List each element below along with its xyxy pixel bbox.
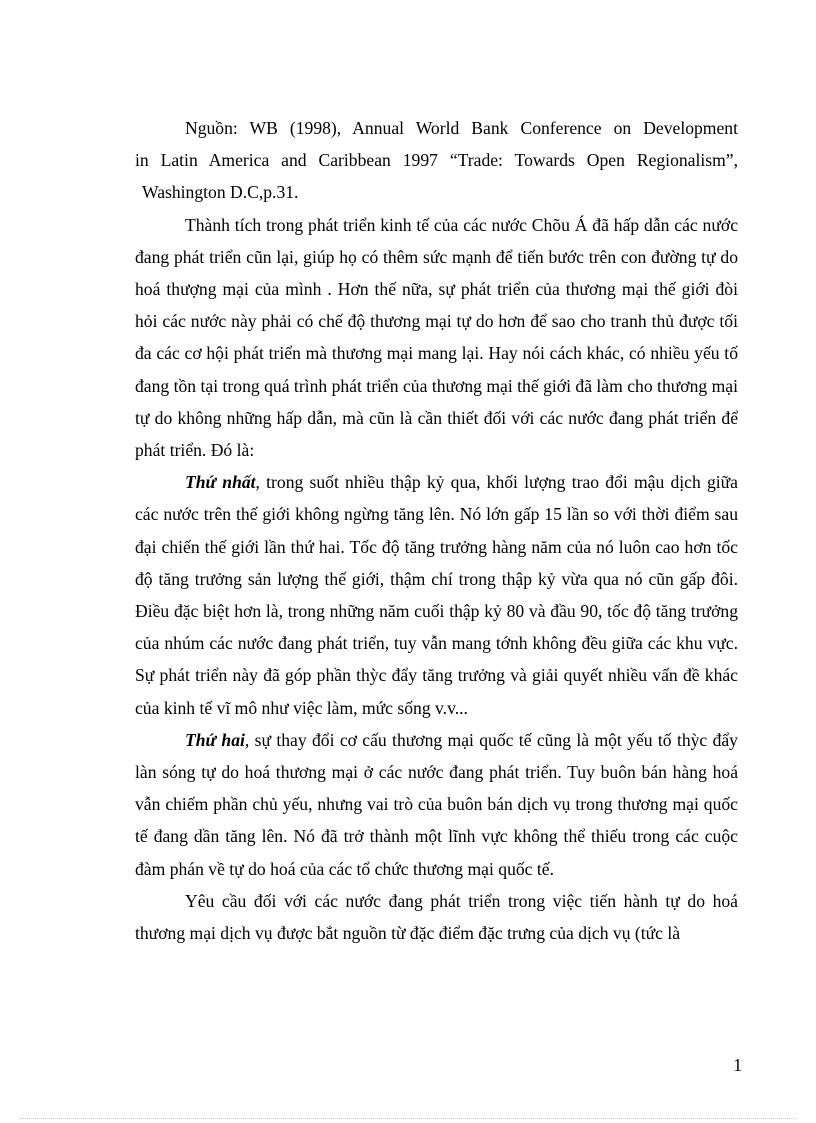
paragraph-first-factor [135,466,738,724]
paragraph-second-factor [135,724,738,885]
source-citation [135,112,738,209]
paragraph-intro [135,209,738,467]
paragraph-lead: Thứ nhất [185,472,256,493]
document-body [135,112,738,949]
source-line-2: in Latin America and Caribbean 1997 “Trade: Towards Open Regionalism”, [135,150,738,171]
page-number: 1 [733,1055,742,1075]
paragraph-text: Yêu cầu đối với các nước đang phát triển trong việc tiến hành tự do hoá thương mại dịch vụ được bắt nguồn từ đặc điểm đặc trưng của dịch vụ (tức là [135,890,738,944]
paragraph-text: , trong suốt nhiều thập kỷ qua, khối lượng trao đổi mậu dịch giữa các nước trên thế giới không ngừng tăng lên. Nó lớn gấp 15 lần so với thời điểm sau đại chiến thế giới lần thứ hai. Tốc độ tăng trưởng hàng năm của nó luôn cao hơn tốc độ tăng trưởng sản lượng thế giới, thậm chí trong thập kỷ vừa qua nó cũn gấp đôi. Điều đặc biệt hơn là, trong những năm cuối thập kỷ 80 và đầu 90, tốc độ tăng trưởng của nhúm các nước đang phát triển, tuy vẫn mang tớnh không đều giữa các khu vực. Sự phát triển này đã góp phần thỳc đẩy tăng trưởng và giải quyết nhiều vấn đề khác của kinh tế vĩ mô như việc làm, mức sống v.v... [135,472,738,718]
source-line-1: Nguồn: WB (1998), Annual World Bank Conference on Development [185,118,738,138]
paragraph-services [135,885,738,949]
source-line-3: Washington D.C,p.31. [142,182,299,203]
page-bottom-border [20,1118,796,1119]
paragraph-lead: Thứ hai [185,729,245,750]
paragraph-text: , sự thay đổi cơ cấu thương mại quốc tế cũng là một yếu tố thỳc đẩy làn sóng tự do hoá thương mại ở các nước đang phát triển. Tuy buôn bán hàng hoá vẫn chiếm phần chủ yếu, nhưng vai trò của buôn bán dịch vụ trong thương mại quốc tế đang dần tăng lên. Nó đã trở thành một lĩnh vực không thể thiếu trong các cuộc đàm phán về tự do hoá của các tổ chức thương mại quốc tế. [135,729,738,879]
paragraph-text: Thành tích trong phát triển kinh tế của các nước Chõu Á đã hấp dẫn các nước đang phát triển cũn lại, giúp họ có thêm sức mạnh để tiến bước trên con đường tự do hoá thượng mại của mình . Hơn thế nữa, sự phát triển của thương mại thế giới đòi hỏi các nước này phải có chế độ thương mại tự do hơn để sao cho tranh thủ được tối đa các cơ hội phát triển mà thương mại mang lại. Hay nói cách khác, có nhiều yếu tố đang tồn tại trong quá trình phát triển của thương mại thế giới đã làm cho thương mại tự do không những hấp dẫn, mà cũn là cần thiết đối với các nước đang phát triển để phát triển. Đó là: [135,214,738,461]
